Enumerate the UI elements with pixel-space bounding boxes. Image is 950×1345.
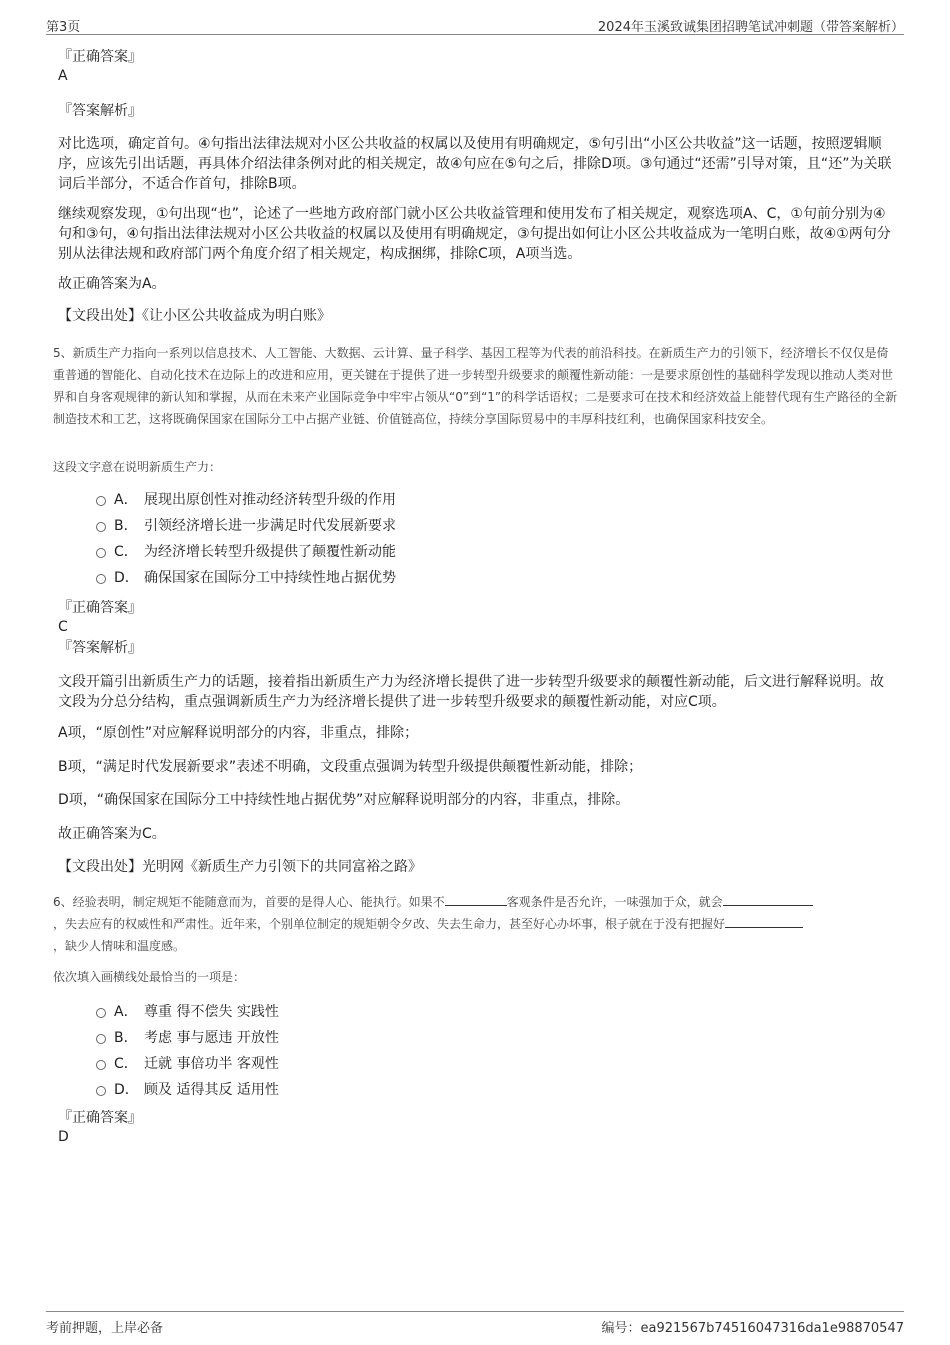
q5-question: 这段文字意在说明新质生产力：	[53, 460, 222, 474]
radio-icon[interactable]	[96, 1034, 106, 1044]
q4-conclusion: 故正确答案为A。	[58, 276, 166, 292]
q5-answer-title: 『正确答案』	[58, 600, 142, 616]
option-text: 确保国家在国际分工中持续性地占据优势	[144, 570, 396, 586]
q5-analysis-title: 『答案解析』	[58, 640, 142, 656]
option-text: 展现出原创性对推动经济转型升级的作用	[144, 492, 396, 508]
option-text: 为经济增长转型升级提供了颠覆性新动能	[144, 544, 396, 560]
option-key: C．	[114, 1056, 138, 1072]
q6-stem	[53, 891, 898, 957]
q5-analysis-b: B项，“满足时代发展新要求”表述不明确，文段重点强调为转型升级提供颠覆性新动能，排除；	[58, 759, 643, 775]
option-key: A．	[114, 492, 138, 508]
code-value: ea921567b74516047316da1e98870547	[640, 1321, 904, 1336]
q6-stem-part-4: ，缺少人情味和温度感。	[53, 939, 186, 953]
radio-icon[interactable]	[96, 1086, 106, 1096]
option-text: 引领经济增长进一步满足时代发展新要求	[144, 518, 396, 534]
option-key: D．	[114, 1082, 139, 1098]
q6-stem-part-3: ，失去应有的权威性和严肃性。近年来，个别单位制定的规矩朝令夕改、失去生命力，甚至好心办坏事，根子就在于没有把握好	[53, 917, 726, 931]
q5-analysis-a: A项，“原创性”对应解释说明部分的内容，非重点，排除；	[58, 725, 419, 741]
document-code	[602, 1317, 905, 1336]
fill-blank-2	[723, 893, 813, 906]
q4-answer: A	[58, 68, 68, 84]
q4-analysis-paragraph-2: 继续观察发现，①句出现“也”，论述了一些地方政府部门就小区公共收益管理和使用发布了相关规定，观察选项A、C，①句前分别为④句和③句，④句指出法律法规对小区公共收益的权属以及使用有明确规定，③句提出如何让小区公共收益成为一笔明白账，故④①两句分别从法律法规和政府部门两个角度介绍了相关规定，构成捆绑，排除C项，A项当选。	[58, 206, 891, 262]
option-text: 尊重 得不偿失 实践性	[144, 1004, 279, 1020]
option-key: A．	[114, 1004, 138, 1020]
footer-slogan: 考前押题，上岸必备	[46, 1321, 164, 1336]
code-label: 编号：	[601, 1321, 641, 1336]
q6-answer: D	[58, 1129, 69, 1145]
q6-stem-part-1: 6、经验表明，制定规矩不能随意而为，首要的是得人心、能执行。如果不	[53, 895, 445, 909]
q4-source: 【文段出处】《让小区公共收益成为明白账》	[58, 308, 331, 324]
option-text: 迁就 事倍功半 客观性	[144, 1056, 279, 1072]
q6-stem-part-2: 客观条件是否允许，一味强加于众，就会	[506, 895, 723, 909]
radio-icon[interactable]	[96, 522, 106, 532]
radio-icon[interactable]	[96, 496, 106, 506]
radio-icon[interactable]	[96, 1008, 106, 1018]
document-title: 2024年玉溪致诚集团招聘笔试冲刺题（带答案解析）	[597, 20, 904, 35]
fill-blank-3	[725, 915, 803, 928]
q4-analysis-title: 『答案解析』	[58, 103, 142, 119]
option-key: D．	[114, 570, 139, 586]
option-key: C．	[114, 544, 138, 560]
page-number: 第3页	[46, 20, 81, 35]
q5-stem: 5、新质生产力指向一系列以信息技术、人工智能、大数据、云计算、量子科学、基因工程等为代表的前沿科技。在新质生产力的引领下，经济增长不仅仅是倚重普通的智能化、自动化技术在边际上的改进和应用，更关键在于提供了进一步转型升级要求的颠覆性新动能：一是要求原创性的基础科学发现以推动人类对世界和自身客观规律的新认知和掌握，从而在未来产业国际竞争中牢牢占领从“0”到“1”的科学话语权；二是要求可在技术和经济效益上能替代现有生产路径的全新制造技术和工艺，这将既确保国家在国际分工中占据产业链、价值链高位，持续分享国际贸易中的丰厚科技红利，也确保国家科技安全。	[53, 346, 898, 426]
q6-answer-title: 『正确答案』	[58, 1110, 142, 1126]
q5-answer: C	[58, 619, 68, 635]
option-key: B．	[114, 1030, 138, 1046]
q4-analysis-paragraph-1: 对比选项，确定首句。④句指出法律法规对小区公共收益的权属以及使用有明确规定，⑤句引出“小区公共收益”这一话题，按照逻辑顺序，应该先引出话题，再具体介绍法律条例对此的相关规定，故④句应在⑤句之后，排除D项。③句通过“还需”引导对策，且“还”为关联词后半部分，不适合作首句，排除B项。	[58, 136, 892, 192]
q4-answer-title: 『正确答案』	[58, 49, 142, 65]
fill-blank-1	[445, 893, 507, 906]
q5-source: 【文段出处】光明网《新质生产力引领下的共同富裕之路》	[58, 859, 422, 875]
option-key: B．	[114, 518, 138, 534]
option-text: 考虑 事与愿违 开放性	[144, 1030, 279, 1046]
radio-icon[interactable]	[96, 574, 106, 584]
q6-question: 依次填入画横线处最恰当的一项是：	[53, 970, 246, 984]
q5-analysis-d: D项，“确保国家在国际分工中持续性地占据优势”对应解释说明部分的内容，非重点，排除。	[58, 792, 630, 808]
page-footer	[46, 1311, 904, 1336]
q5-analysis-paragraph-1: 文段开篇引出新质生产力的话题，接着指出新质生产力为经济增长提供了进一步转型升级要求的颠覆性新动能，后文进行解释说明。故文段为分总分结构，重点强调新质生产力为经济增长提供了进一步转型升级要求的颠覆性新动能，对应C项。	[58, 674, 884, 710]
radio-icon[interactable]	[96, 1060, 106, 1070]
page-header	[46, 12, 904, 35]
option-text: 顾及 适得其反 适用性	[144, 1082, 279, 1098]
radio-icon[interactable]	[96, 548, 106, 558]
q5-conclusion: 故正确答案为C。	[58, 826, 166, 842]
